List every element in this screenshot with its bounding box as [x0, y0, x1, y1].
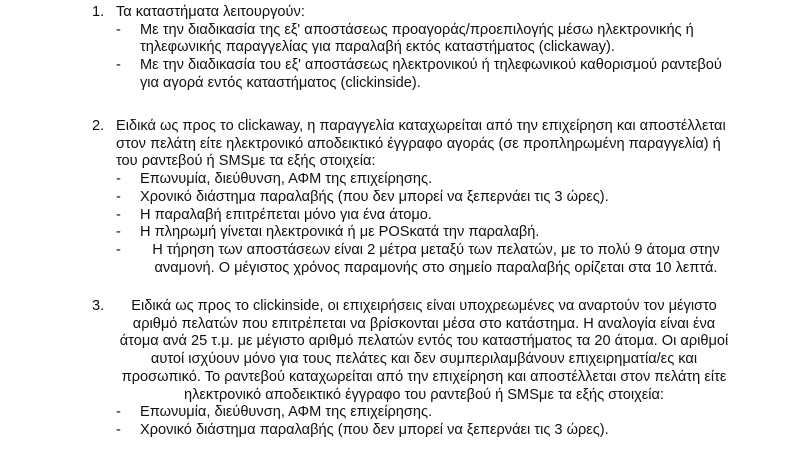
- paragraph: Τα καταστήματα λειτουργούν:: [116, 4, 305, 20]
- list-item-body: [116, 298, 732, 440]
- dash-bullet: -: [116, 241, 121, 258]
- dash-bullet: -: [116, 404, 121, 421]
- dash-bullet: -: [116, 21, 121, 38]
- sub-item-text: Χρονικό διάστημα παραλαβής (που δεν μπορεί να ξεπερνάει τις 3 ώρες).: [140, 421, 609, 438]
- list-number: 2.: [92, 118, 105, 134]
- sub-item: [116, 57, 732, 92]
- dash-bullet: -: [116, 421, 121, 438]
- sub-item: [116, 207, 732, 225]
- list-number: 1.: [92, 4, 105, 20]
- sub-item-text: Η παραλαβή επιτρέπεται μόνο για ένα άτομο.: [140, 206, 432, 223]
- sub-item-text: Με την διαδικασία του εξ' αποστάσεως ηλεκτρονικού ή τηλεφωνικού καθορισμού ραντεβού για αγορά εντός καταστήματος (clickinside).: [140, 57, 722, 91]
- sub-item: [116, 171, 732, 189]
- paragraph: Ειδικά ως προς το clickinside, οι επιχειρήσεις είναι υποχρεωμένες να αναρτούν τον μέγιστο αριθμό πελατών που επιτρέπεται να βρίσκονται μέσα στο κατάστημα. Η αναλογία είναι ένα άτομα ανά 25 τ.μ. με μέγιστο αριθμό πελατών εντός του καταστήματος τα 20 άτομα. Οι αριθμοί αυτοί ισχύουν μόνο για τους πελάτες και δεν συμπεριλαμβάνουν επιχειρηματία/ες και προσωπικό. Το ραντεβού καταχωρείται από την επιχείρηση και αποστέλλεται στον πελάτη είτε ηλεκτρονικό αποδεικτικό έγγραφο του ραντεβού ή SMSμε τα εξής στοιχεία:: [119, 298, 729, 403]
- sub-item: [116, 189, 732, 207]
- sub-item-text: Επωνυμία, διεύθυνση, ΑΦΜ της επιχείρησης.: [140, 404, 433, 421]
- dash-bullet: -: [116, 171, 121, 188]
- sub-item: [116, 242, 732, 277]
- sub-item: [116, 404, 732, 422]
- sub-item-text: Επωνυμία, διεύθυνση, ΑΦΜ της επιχείρησης.: [140, 171, 433, 188]
- dash-bullet: -: [116, 57, 121, 74]
- list-number: 3.: [92, 298, 105, 314]
- sub-item-text: Με την διαδικασία της εξ' αποστάσεως προαγοράς/προεπιλογής μέσω ηλεκτρονικής ή τηλεφωνικής παραγγελίας για παραλαβή εκτός καταστήματος (clickaway).: [140, 21, 694, 56]
- sub-item: [116, 224, 732, 242]
- dash-bullet: -: [116, 224, 121, 241]
- sub-item: [116, 422, 732, 440]
- list-item-body: [116, 4, 732, 93]
- list-item-body: [116, 118, 732, 277]
- sub-item-text: Η πληρωμή γίνεται ηλεκτρονικά ή με POSκατά την παραλαβή.: [140, 224, 540, 241]
- dash-bullet: -: [116, 206, 121, 223]
- dash-bullet: -: [116, 188, 121, 205]
- paragraph: Ειδικά ως προς το clickaway, η παραγγελία καταχωρείται από την επιχείρηση και αποστέλλεται στον πελάτη είτε ηλεκτρονικό αποδεικτικό έγγραφο αγοράς (σε προπληρωμένη παραγγελία) ή του ραντεβού ή SMSμε τα εξής στοιχεία:: [116, 118, 726, 170]
- sub-item-text: Χρονικό διάστημα παραλαβής (που δεν μπορεί να ξεπερνάει τις 3 ώρες).: [140, 188, 609, 205]
- sub-item: [116, 22, 732, 57]
- sub-item-text: Η τήρηση των αποστάσεων είναι 2 μέτρα μεταξύ των πελατών, με το πολύ 9 άτομα στην αναμονή. Ο μέγιστος χρόνος παραμονής στο σημείο παραλαβής ορίζεται στα 10 λεπτά.: [152, 241, 720, 276]
